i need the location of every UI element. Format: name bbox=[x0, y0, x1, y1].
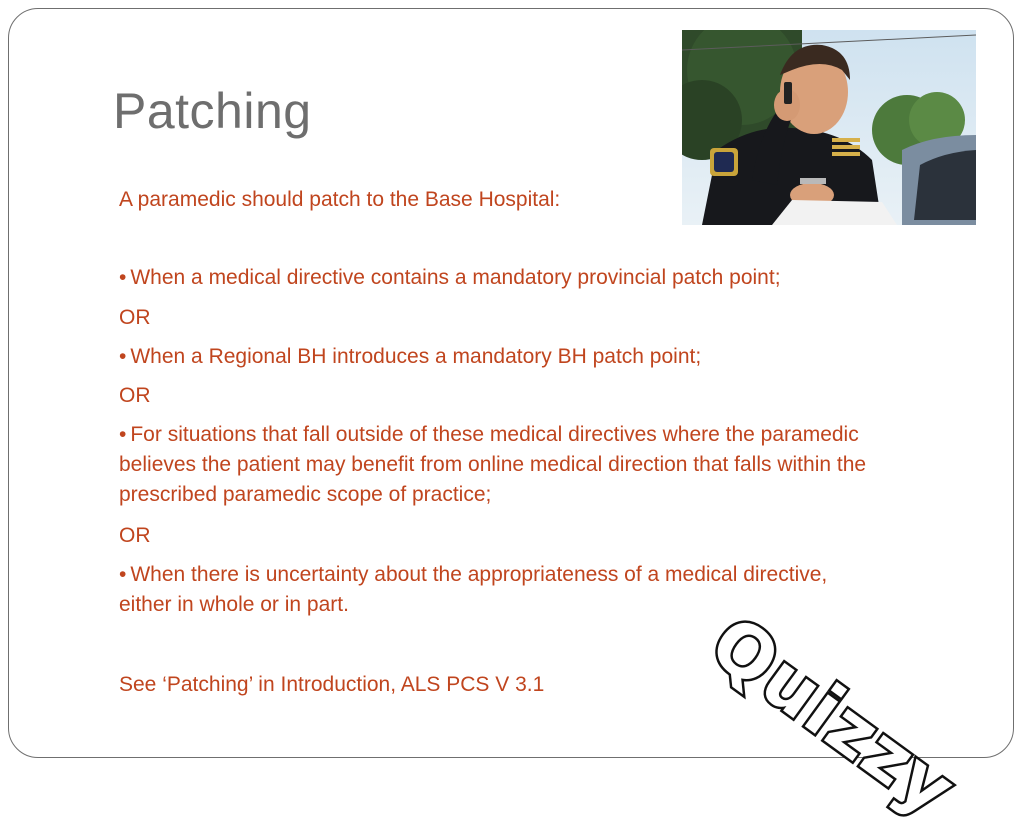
bullet-text: When a medical directive contains a mandatory provincial patch point; bbox=[130, 266, 781, 289]
quizzy-stamp: Quizzy bbox=[695, 600, 972, 832]
bullet-text: For situations that fall outside of these medical directives where the paramedic believes the patient may benefit from online medical direction that falls within the prescribed paramedic scope of practice; bbox=[119, 423, 867, 506]
bullet-item bbox=[119, 342, 919, 372]
bullet-item bbox=[119, 560, 879, 620]
bullet-glyph: • bbox=[119, 563, 127, 586]
bullet-item bbox=[119, 263, 919, 293]
intro-text: A paramedic should patch to the Base Hospital: bbox=[119, 188, 561, 211]
slide-title: Patching bbox=[113, 83, 312, 139]
bullet-text: When a Regional BH introduces a mandatory BH patch point; bbox=[130, 345, 702, 368]
bullet-glyph: • bbox=[119, 423, 127, 446]
paramedic-on-phone-icon bbox=[682, 30, 976, 225]
or-connector: OR bbox=[119, 384, 151, 407]
bullet-item bbox=[119, 420, 919, 510]
bullet-glyph: • bbox=[119, 345, 127, 368]
bullet-glyph: • bbox=[119, 266, 127, 289]
or-connector: OR bbox=[119, 306, 151, 329]
paramedic-photo bbox=[682, 30, 976, 225]
reference-text: See ‘Patching’ in Introduction, ALS PCS V 3.1 bbox=[119, 673, 545, 696]
bullet-text: When there is uncertainty about the appropriateness of a medical directive, either in whole or in part. bbox=[119, 563, 828, 616]
or-connector: OR bbox=[119, 524, 151, 547]
